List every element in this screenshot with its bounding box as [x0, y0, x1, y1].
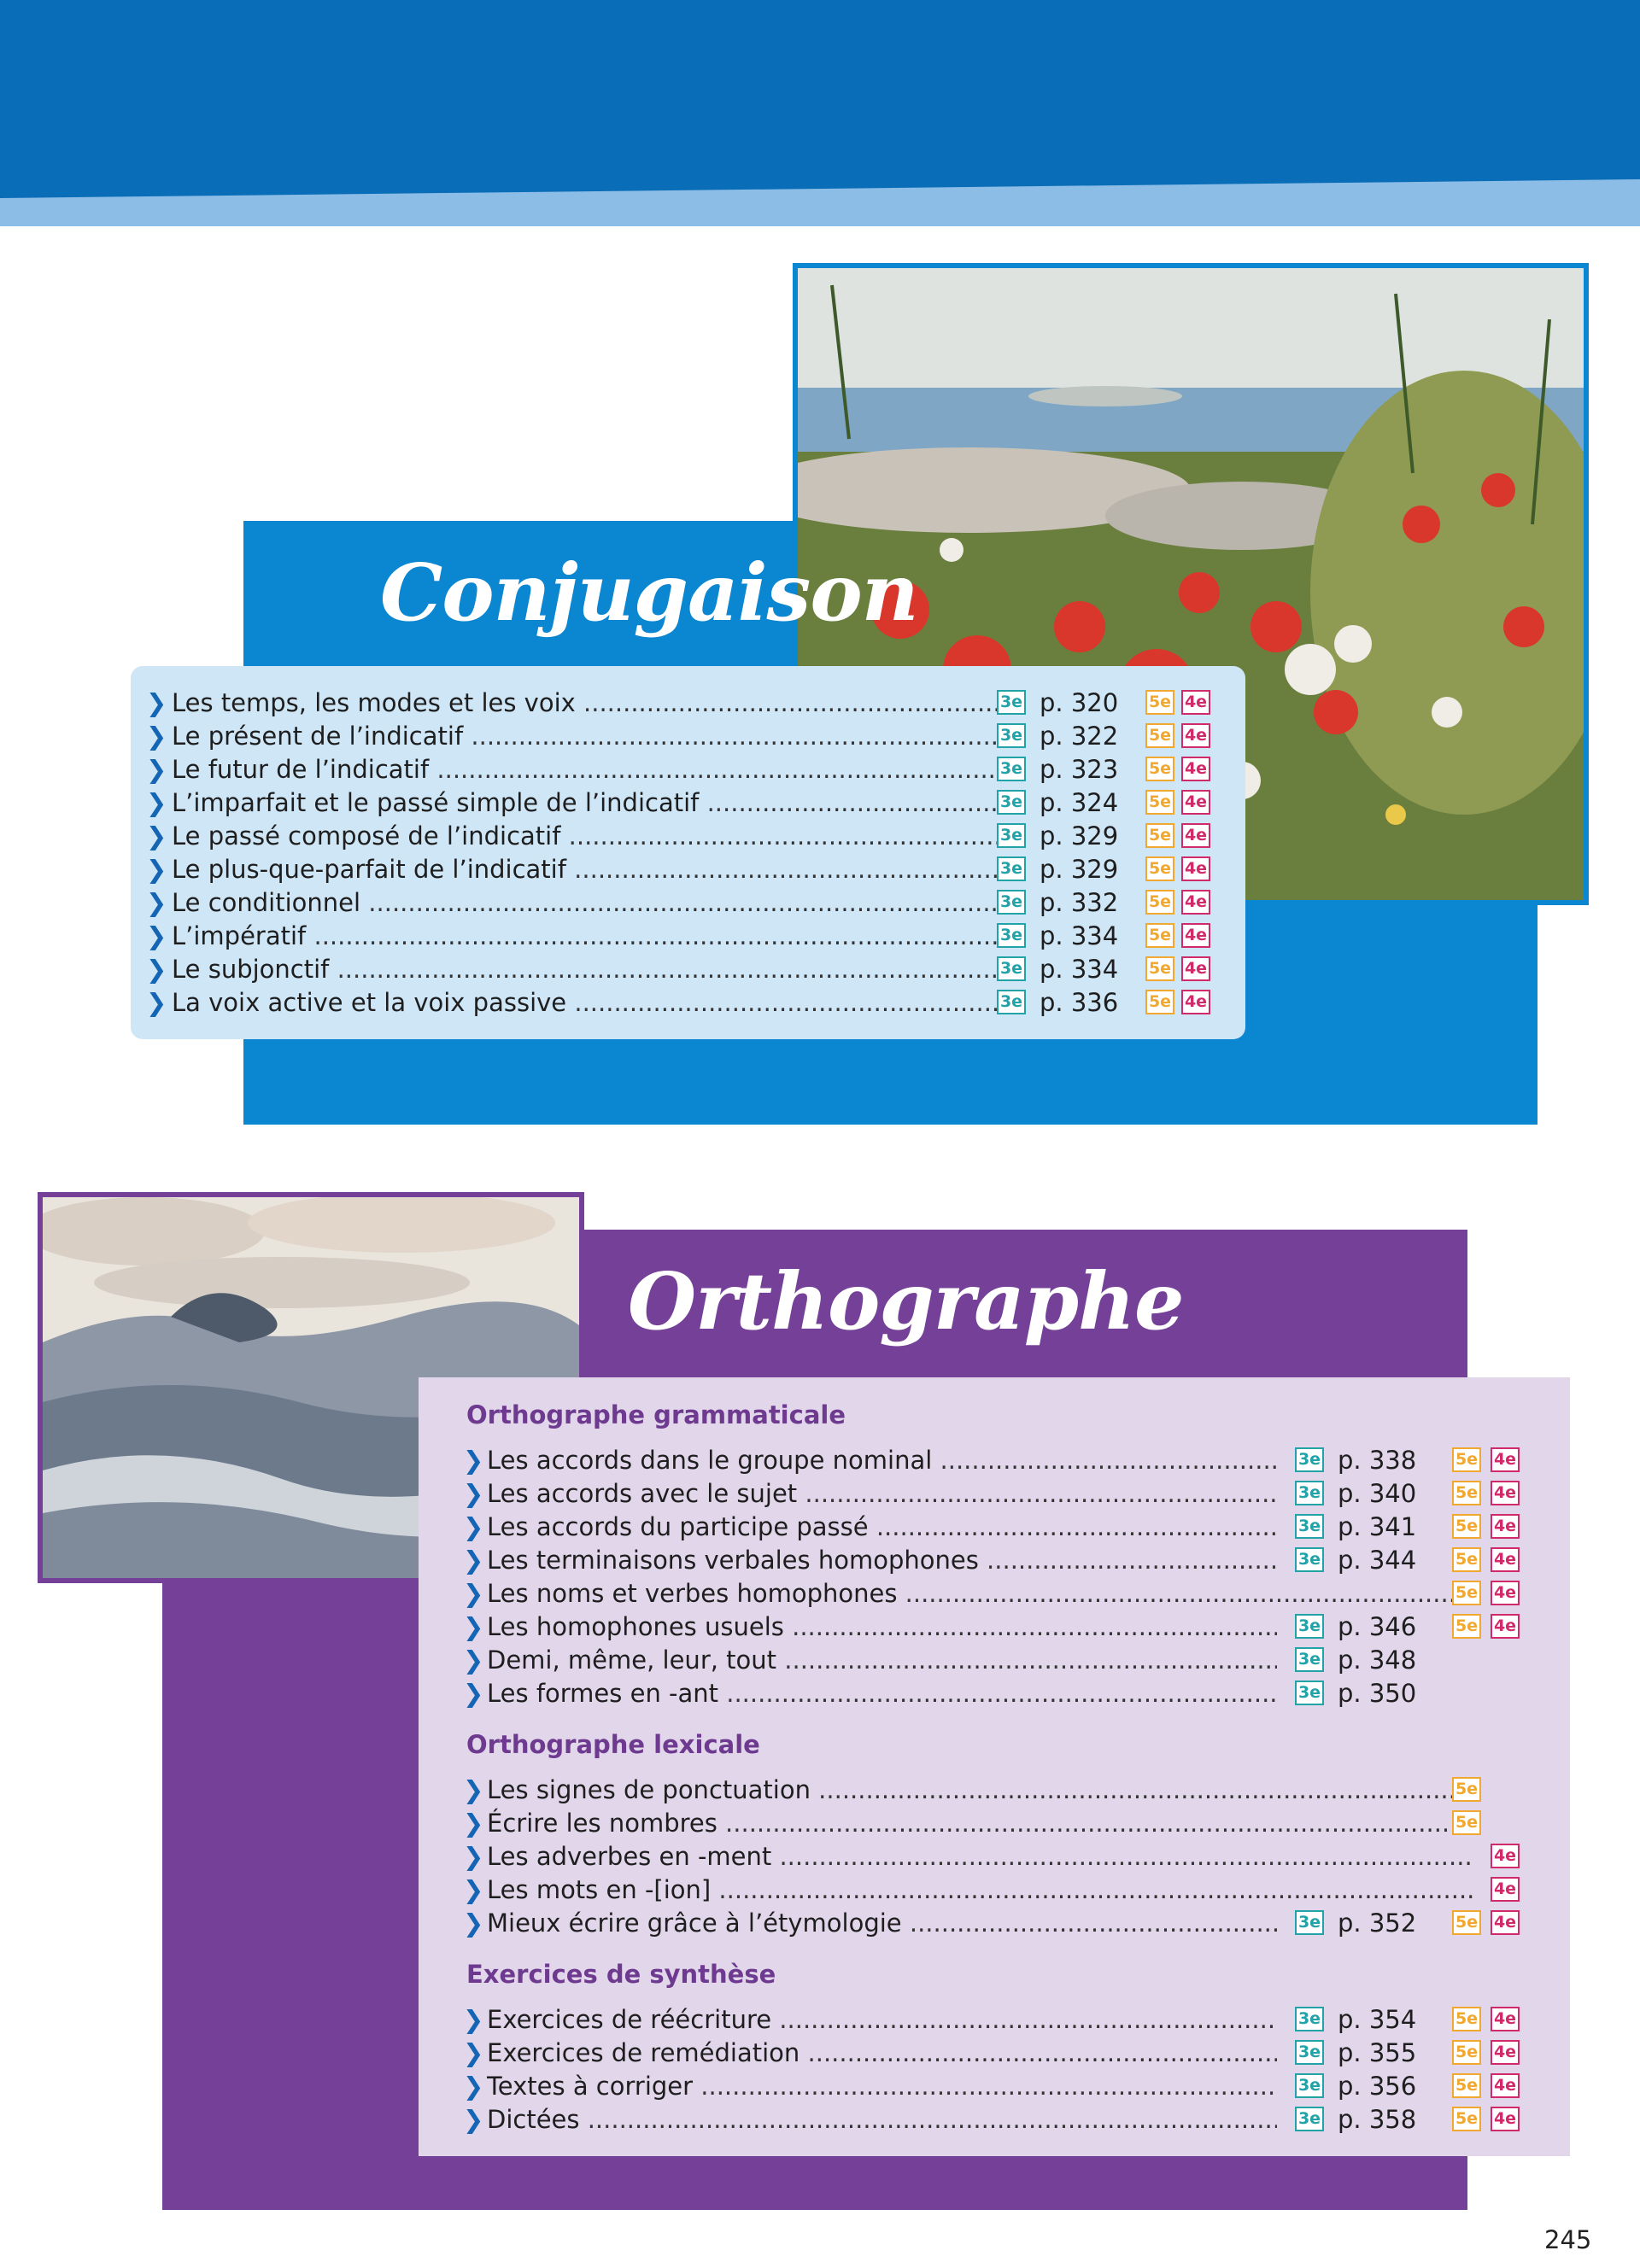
page-ref: p. 338: [1338, 1446, 1417, 1475]
orthographe-list: [419, 1377, 1570, 2156]
level-5e-badge: 5e: [1145, 690, 1174, 715]
toc-row[interactable]: [419, 2103, 1570, 2136]
page-ref: p. 329: [1040, 821, 1119, 850]
level-3e-badge: 3e: [1295, 1647, 1324, 1672]
level-4e-badge: 4e: [1491, 2040, 1520, 2065]
level-3e-badge: 3e: [1295, 2107, 1324, 2131]
toc-entry-title: Dictées .....: [487, 2103, 1277, 2136]
level-4e-badge: 4e: [1181, 856, 1210, 881]
toc-entry-title: Exercices de réécriture .....: [487, 2003, 1277, 2037]
level-5e-badge: 5e: [1452, 1614, 1481, 1639]
toc-entry-title: Les noms et verbes homophones .....: [487, 1577, 1473, 1610]
level-3e-badge: 3e: [1295, 1481, 1324, 1505]
toc-entry-title: Le plus-que-parfait de l’indicatif .....: [172, 853, 1026, 886]
section-heading-synthese: Exercices de synthèse: [466, 1960, 776, 1989]
chevron-right-icon: ❯: [146, 688, 167, 717]
toc-row[interactable]: [419, 1907, 1570, 1940]
level-5e-badge: 5e: [1452, 1547, 1481, 1572]
toc-entry-title: Textes à corriger .....: [487, 2070, 1277, 2103]
toc-row[interactable]: [131, 687, 1245, 720]
level-3e-badge: 3e: [997, 990, 1026, 1014]
level-5e-badge: 5e: [1145, 823, 1174, 848]
level-5e-badge: 5e: [1145, 757, 1174, 781]
page-ref: p. 344: [1338, 1546, 1417, 1575]
section-heading-grammaticale: Orthographe grammaticale: [466, 1400, 846, 1429]
chevron-right-icon: ❯: [463, 1645, 484, 1675]
level-5e-badge: 5e: [1145, 990, 1174, 1014]
level-4e-badge: 4e: [1181, 823, 1210, 848]
toc-entry-title: Mieux écrire grâce à l’étymologie .....: [487, 1907, 1277, 1940]
section-heading-lexicale: Orthographe lexicale: [466, 1730, 760, 1759]
toc-row[interactable]: [131, 920, 1245, 953]
level-4e-badge: 4e: [1181, 757, 1210, 781]
toc-entry-title: Les mots en -[ion] .....: [487, 1873, 1473, 1907]
conjugaison-list: [131, 666, 1245, 1039]
page-ref: p. 324: [1040, 788, 1119, 817]
level-5e-badge: 5e: [1145, 890, 1174, 915]
level-3e-badge: 3e: [997, 757, 1026, 781]
toc-row[interactable]: [419, 2037, 1570, 2070]
level-5e-badge: 5e: [1452, 2007, 1481, 2031]
page-ref: p. 346: [1338, 1612, 1417, 1641]
toc-row[interactable]: [419, 1807, 1570, 1840]
level-5e-badge: 5e: [1145, 923, 1174, 948]
toc-row[interactable]: [419, 1610, 1570, 1644]
chevron-right-icon: ❯: [463, 1446, 484, 1475]
toc-entry-title: Exercices de remédiation .....: [487, 2037, 1277, 2070]
page-ref: p. 336: [1040, 988, 1119, 1017]
chevron-right-icon: ❯: [146, 821, 167, 850]
page-ref: p. 329: [1040, 855, 1119, 884]
level-3e-badge: 3e: [997, 690, 1026, 715]
level-4e-badge: 4e: [1491, 1547, 1520, 1572]
level-3e-badge: 3e: [1295, 1910, 1324, 1935]
chevron-right-icon: ❯: [463, 1579, 484, 1608]
level-5e-badge: 5e: [1452, 1481, 1481, 1505]
level-5e-badge: 5e: [1145, 790, 1174, 815]
level-3e-badge: 3e: [997, 890, 1026, 915]
orthographe-title: Orthographe: [628, 1255, 1184, 1347]
level-4e-badge: 4e: [1181, 956, 1210, 981]
level-3e-badge: 3e: [1295, 1614, 1324, 1639]
page-ref: p. 350: [1338, 1679, 1417, 1708]
toc-row[interactable]: [419, 1774, 1570, 1807]
chevron-right-icon: ❯: [146, 955, 167, 984]
toc-row[interactable]: [419, 2003, 1570, 2037]
toc-row[interactable]: [131, 986, 1245, 1020]
toc-entry-title: Le subjonctif .....: [172, 953, 1026, 986]
level-5e-badge: 5e: [1452, 1910, 1481, 1935]
chevron-right-icon: ❯: [463, 2038, 484, 2067]
toc-row[interactable]: [131, 720, 1245, 753]
toc-row[interactable]: [419, 1577, 1570, 1610]
chevron-right-icon: ❯: [146, 788, 167, 817]
toc-row[interactable]: [419, 1677, 1570, 1710]
toc-row[interactable]: [419, 1644, 1570, 1677]
level-3e-badge: 3e: [1295, 2007, 1324, 2031]
level-3e-badge: 3e: [1295, 1447, 1324, 1472]
toc-entry-title: Les formes en -ant .....: [487, 1677, 1277, 1710]
level-4e-badge: 4e: [1491, 1910, 1520, 1935]
level-4e-badge: 4e: [1181, 890, 1210, 915]
chevron-right-icon: ❯: [463, 2072, 484, 2101]
chevron-right-icon: ❯: [463, 1875, 484, 1904]
page-ref: p. 340: [1338, 1479, 1417, 1508]
level-4e-badge: 4e: [1491, 1844, 1520, 1868]
chevron-right-icon: ❯: [463, 2005, 484, 2034]
level-4e-badge: 4e: [1181, 990, 1210, 1014]
page-ref: p. 334: [1040, 955, 1119, 984]
chevron-right-icon: ❯: [463, 1809, 484, 1838]
page-ref: p. 320: [1040, 688, 1119, 717]
level-3e-badge: 3e: [997, 823, 1026, 848]
chevron-right-icon: ❯: [463, 1612, 484, 1641]
level-3e-badge: 3e: [997, 956, 1026, 981]
toc-entry-title: Les signes de ponctuation .....: [487, 1774, 1473, 1807]
level-3e-badge: 3e: [1295, 2040, 1324, 2065]
level-3e-badge: 3e: [997, 790, 1026, 815]
toc-entry-title: Les accords du participe passé .....: [487, 1511, 1277, 1544]
page-number: 245: [1544, 2225, 1592, 2254]
page-ref: p. 322: [1040, 722, 1119, 751]
chevron-right-icon: ❯: [463, 1479, 484, 1508]
page-ref: p. 356: [1338, 2072, 1417, 2101]
level-3e-badge: 3e: [997, 923, 1026, 948]
page-ref: p. 323: [1040, 755, 1119, 784]
level-4e-badge: 4e: [1181, 723, 1210, 748]
level-4e-badge: 4e: [1181, 923, 1210, 948]
level-5e-badge: 5e: [1145, 956, 1174, 981]
toc-row[interactable]: [131, 886, 1245, 920]
level-3e-badge: 3e: [997, 856, 1026, 881]
level-5e-badge: 5e: [1452, 1447, 1481, 1472]
page-ref: p. 352: [1338, 1909, 1417, 1938]
chevron-right-icon: ❯: [146, 888, 167, 917]
level-4e-badge: 4e: [1491, 1614, 1520, 1639]
level-5e-badge: 5e: [1452, 1777, 1481, 1802]
chevron-right-icon: ❯: [146, 855, 167, 884]
chevron-right-icon: ❯: [146, 921, 167, 950]
toc-entry-title: Le futur de l’indicatif .....: [172, 753, 1026, 786]
chevron-right-icon: ❯: [463, 1512, 484, 1541]
toc-entry-title: Les temps, les modes et les voix .....: [172, 687, 1026, 720]
toc-entry-title: Écrire les nombres .....: [487, 1807, 1473, 1840]
level-5e-badge: 5e: [1145, 723, 1174, 748]
toc-row[interactable]: [419, 1840, 1570, 1873]
toc-row[interactable]: [131, 820, 1245, 853]
level-3e-badge: 3e: [1295, 1547, 1324, 1572]
toc-row[interactable]: [131, 853, 1245, 886]
page-ref: p. 334: [1040, 921, 1119, 950]
conjugaison-title: Conjugaison: [380, 547, 918, 639]
toc-row[interactable]: [419, 1873, 1570, 1907]
level-4e-badge: 4e: [1491, 1447, 1520, 1472]
level-4e-badge: 4e: [1181, 790, 1210, 815]
toc-row[interactable]: [419, 1444, 1570, 1477]
toc-row[interactable]: [131, 953, 1245, 986]
page-ref: p. 332: [1040, 888, 1119, 917]
level-5e-badge: 5e: [1452, 1810, 1481, 1835]
level-4e-badge: 4e: [1491, 2107, 1520, 2131]
level-5e-badge: 5e: [1452, 2073, 1481, 2098]
chevron-right-icon: ❯: [146, 988, 167, 1017]
level-5e-badge: 5e: [1452, 2040, 1481, 2065]
level-3e-badge: 3e: [1295, 1681, 1324, 1705]
toc-row[interactable]: [419, 1477, 1570, 1511]
level-5e-badge: 5e: [1452, 2107, 1481, 2131]
level-4e-badge: 4e: [1491, 2073, 1520, 2098]
toc-entry-title: Les homophones usuels .....: [487, 1610, 1277, 1644]
level-4e-badge: 4e: [1491, 1481, 1520, 1505]
chevron-right-icon: ❯: [463, 2105, 484, 2134]
page-ref: p. 354: [1338, 2005, 1417, 2034]
toc-entry-title: Le présent de l’indicatif .....: [172, 720, 1026, 753]
level-4e-badge: 4e: [1181, 690, 1210, 715]
toc-entry-title: Le passé composé de l’indicatif .....: [172, 820, 1026, 853]
level-3e-badge: 3e: [1295, 2073, 1324, 2098]
toc-row[interactable]: [419, 1511, 1570, 1544]
toc-row[interactable]: [131, 786, 1245, 820]
chevron-right-icon: ❯: [463, 1909, 484, 1938]
level-4e-badge: 4e: [1491, 1514, 1520, 1539]
page-ref: p. 355: [1338, 2038, 1417, 2067]
chevron-right-icon: ❯: [463, 1775, 484, 1804]
level-4e-badge: 4e: [1491, 2007, 1520, 2031]
toc-entry-title: L’impératif .....: [172, 920, 1026, 953]
page-ref: p. 348: [1338, 1645, 1417, 1675]
level-5e-badge: 5e: [1452, 1581, 1481, 1605]
level-4e-badge: 4e: [1491, 1877, 1520, 1902]
toc-entry-title: Demi, même, leur, tout .....: [487, 1644, 1277, 1677]
header-band: [0, 0, 1640, 198]
level-3e-badge: 3e: [1295, 1514, 1324, 1539]
chevron-right-icon: ❯: [463, 1546, 484, 1575]
toc-entry-title: Les accords dans le groupe nominal .....: [487, 1444, 1277, 1477]
toc-entry-title: Le conditionnel .....: [172, 886, 1026, 920]
toc-row[interactable]: [419, 2070, 1570, 2103]
toc-row[interactable]: [131, 753, 1245, 786]
level-3e-badge: 3e: [997, 723, 1026, 748]
toc-entry-title: L’imparfait et le passé simple de l’indicatif .....: [172, 786, 1026, 820]
level-5e-badge: 5e: [1145, 856, 1174, 881]
toc-entry-title: Les adverbes en -ment .....: [487, 1840, 1473, 1873]
chevron-right-icon: ❯: [463, 1679, 484, 1708]
level-4e-badge: 4e: [1491, 1581, 1520, 1605]
toc-row[interactable]: [419, 1544, 1570, 1577]
chevron-right-icon: ❯: [146, 722, 167, 751]
toc-entry-title: La voix active et la voix passive .....: [172, 986, 1026, 1020]
chevron-right-icon: ❯: [146, 755, 167, 784]
chevron-right-icon: ❯: [463, 1842, 484, 1871]
level-5e-badge: 5e: [1452, 1514, 1481, 1539]
toc-entry-title: Les terminaisons verbales homophones .....: [487, 1544, 1277, 1577]
toc-entry-title: Les accords avec le sujet .....: [487, 1477, 1277, 1511]
page-ref: p. 358: [1338, 2105, 1417, 2134]
page-ref: p. 341: [1338, 1512, 1417, 1541]
